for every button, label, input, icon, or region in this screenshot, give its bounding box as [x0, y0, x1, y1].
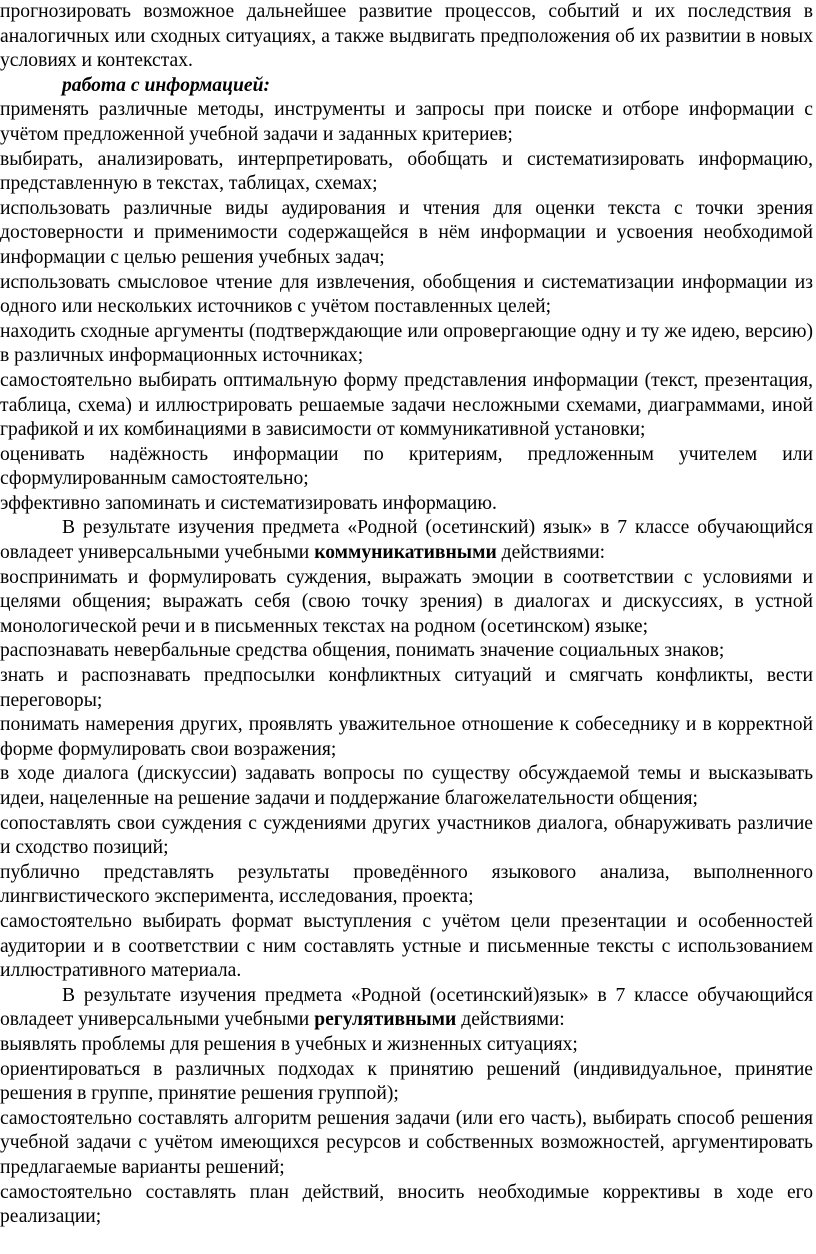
- comm-item: воспринимать и формулировать суждения, выражать эмоции в соответствии с условиями и целями общения; выражать себя (свою точку зрения) в диалогах и дискуссиях, в устной монологической речи и в письменных текстах на родном (осетинском) языке;: [0, 566, 813, 637]
- reg-item: самостоятельно составлять алгоритм решения задачи (или его часть), выбирать способ решения учебной задачи с учётом имеющихся ресурсов и собственных возможностей, аргументировать предлагаемые варианты решений;: [0, 1107, 813, 1178]
- comm-item: публично представлять результаты проведённого языкового анализа, выполненного лингвистического эксперимента, исследования, проекта;: [0, 861, 813, 908]
- paragraph-communicative-intro: [0, 516, 813, 565]
- comm-item: в ходе диалога (дискуссии) задавать вопросы по существу обсуждаемой темы и высказывать идеи, нацеленные на решение задачи и поддержание благожелательности общения;: [0, 763, 813, 809]
- reg-item: ориентироваться в различных подходах к принятию решений (индивидуальное, принятие решения в группе, принятие решения группой);: [0, 1058, 813, 1105]
- reg-item: самостоятельно составлять план действий, вносить необходимые коррективы в ходе его реализации;: [0, 1181, 813, 1228]
- info-item: использовать смысловое чтение для извлечения, обобщения и систематизации информации из одного или нескольких источников с учётом поставленных целей;: [0, 271, 813, 318]
- intro-text-end: действиями:: [496, 542, 606, 564]
- comm-item: сопоставлять свои суждения с суждениями других участников диалога, обнаруживать различие и сходство позиций;: [0, 812, 813, 859]
- info-item: выбирать, анализировать, интерпретировать, обобщать и систематизировать информацию, представленную в текстах, таблицах, схемах;: [0, 148, 813, 195]
- info-item: эффективно запоминать и систематизировать информацию.: [0, 492, 497, 514]
- heading-info-work: работа с информацией:: [62, 74, 270, 96]
- info-item: самостоятельно выбирать оптимальную форму представления информации (текст, презентация, таблица, схема) и иллюстрировать решаемые задачи несложными схемами, диаграммами, иной графикой и их комбинациями в зависимости от коммуникативной установки;: [0, 369, 813, 441]
- comm-item: распознавать невербальные средства общения, понимать значение социальных знаков;: [0, 640, 725, 662]
- paragraph-regulative-intro: [0, 984, 813, 1033]
- intro-text: В результате изучения предмета «Родной (осетинский) язык» в 7 классе обучающийся овладеет универсальными учебными: [0, 517, 813, 564]
- comm-item: самостоятельно выбирать формат выступления с учётом цели презентации и особенностей аудитории и в соответствии с ним составлять устные и письменные тексты с использованием иллюстративного материала.: [0, 910, 813, 982]
- intro-bold-term: регулятивными: [314, 1009, 457, 1031]
- info-item: использовать различные виды аудирования и чтения для оценки текста с точки зрения достоверности и применимости содержащейся в нём информации и усвоения необходимой информации с целью решения учебных задач;: [0, 197, 813, 268]
- intro-bold-term: коммуникативными: [314, 542, 497, 564]
- reg-item: выявлять проблемы для решения в учебных и жизненных ситуациях;: [0, 1033, 578, 1055]
- intro-text: В результате изучения предмета «Родной (осетинский)язык» в 7 классе обучающийся овладеет универсальными учебными: [0, 984, 813, 1031]
- info-item: находить сходные аргументы (подтверждающие или опровергающие одну и ту же идею, версию) в различных информационных источниках;: [0, 320, 813, 367]
- intro-text-end: действиями:: [456, 1009, 565, 1031]
- info-item: оценивать надёжность информации по критериям, предложенным учителем или сформулированным самостоятельно;: [0, 443, 813, 490]
- info-item: применять различные методы, инструменты и запросы при поиске и отборе информации с учётом предложенной учебной задачи и заданных критериев;: [0, 99, 813, 145]
- comm-item: знать и распознавать предпосылки конфликтных ситуаций и смягчать конфликты, вести переговоры;: [0, 665, 813, 711]
- comm-item: понимать намерения других, проявлять уважительное отношение к собеседнику и в корректной форме формулировать свои возражения;: [0, 714, 813, 760]
- paragraph-forecast: прогнозировать возможное дальнейшее развитие процессов, событий и их последствия в аналогичных или сходных ситуациях, а также выдвигать предположения об их развитии в новых условиях и контекстах.: [0, 1, 813, 72]
